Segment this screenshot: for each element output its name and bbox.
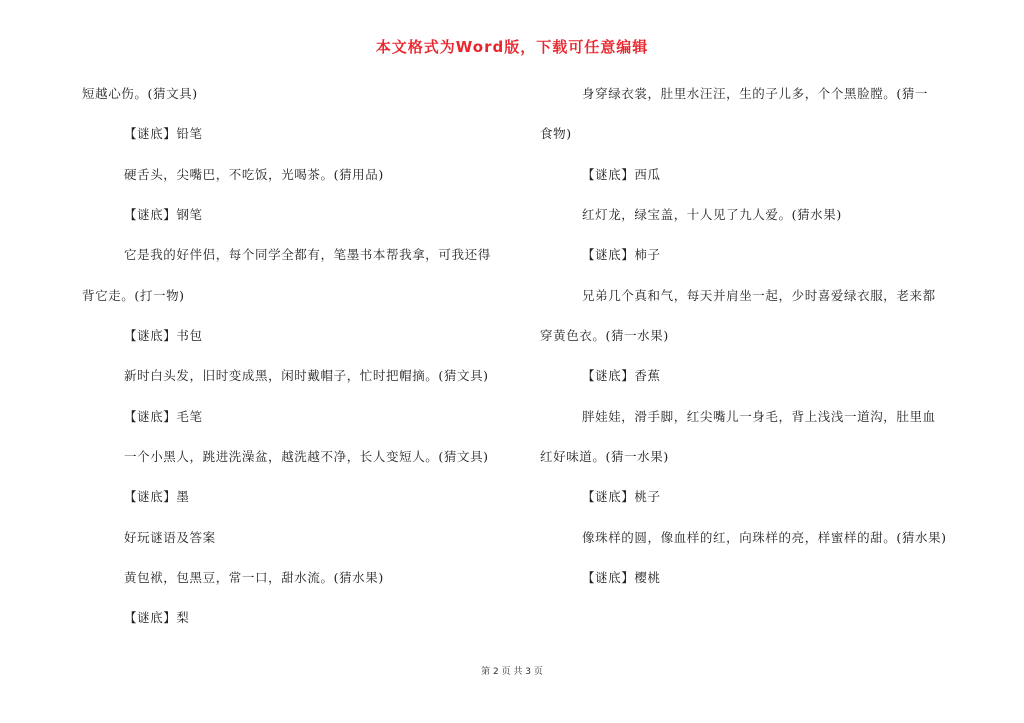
- riddle-text: 身穿绿衣裳，肚里水汪汪，生的子儿多，个个黑脸膛。(猜一: [582, 86, 929, 101]
- riddle-answer: 【谜底】书包: [124, 328, 203, 343]
- riddle-answer: 【谜底】柿子: [582, 247, 661, 262]
- document-header: 本文格式为Word版，下载可任意编辑: [375, 38, 649, 56]
- riddle-answer: 【谜底】樱桃: [582, 570, 661, 585]
- text-line: 短越心伤。(猜文具): [82, 86, 198, 101]
- riddle-answer: 【谜底】毛笔: [124, 409, 203, 424]
- riddle-text: 硬舌头，尖嘴巴，不吃饭，光喝茶。(猜用品): [124, 167, 384, 182]
- riddle-answer: 【谜底】西瓜: [582, 167, 661, 182]
- text-line: 穿黄色衣。(猜一水果): [540, 328, 669, 343]
- text-line: 食物): [540, 126, 572, 141]
- section-heading: 好玩谜语及答案: [124, 530, 216, 545]
- text-line: 背它走。(打一物): [82, 288, 185, 303]
- riddle-text: 胖娃娃，滑手脚，红尖嘴儿一身毛，背上浅浅一道沟，肚里血: [582, 409, 936, 424]
- riddle-answer: 【谜底】铅笔: [124, 126, 203, 141]
- page-number: 第 2 页 共 3 页: [481, 667, 543, 677]
- text-line: 红好味道。(猜一水果): [540, 449, 669, 464]
- riddle-text: 它是我的好伴侣，每个同学全都有，笔墨书本帮我拿，可我还得: [124, 247, 491, 262]
- riddle-text: 兄弟几个真和气，每天并肩坐一起，少时喜爱绿衣服，老来都: [582, 288, 936, 303]
- riddle-answer: 【谜底】墨: [124, 489, 190, 504]
- riddle-answer: 【谜底】香蕉: [582, 368, 661, 383]
- riddle-text: 新时白头发，旧时变成黑，闲时戴帽子，忙时把帽摘。(猜文具): [124, 368, 489, 383]
- riddle-text: 一个小黑人，跳进洗澡盆，越洗越不净，长人变短人。(猜文具): [124, 449, 489, 464]
- riddle-text: 像珠样的圆，像血样的红，向珠样的亮，样蜜样的甜。(猜水果): [582, 530, 947, 545]
- riddle-text: 红灯龙，绿宝盖，十人见了九人爱。(猜水果): [582, 207, 842, 222]
- riddle-answer: 【谜底】桃子: [582, 489, 661, 504]
- riddle-text: 黄包袱，包黑豆，常一口，甜水流。(猜水果): [124, 570, 384, 585]
- riddle-answer: 【谜底】钢笔: [124, 207, 203, 222]
- riddle-answer: 【谜底】梨: [124, 610, 190, 625]
